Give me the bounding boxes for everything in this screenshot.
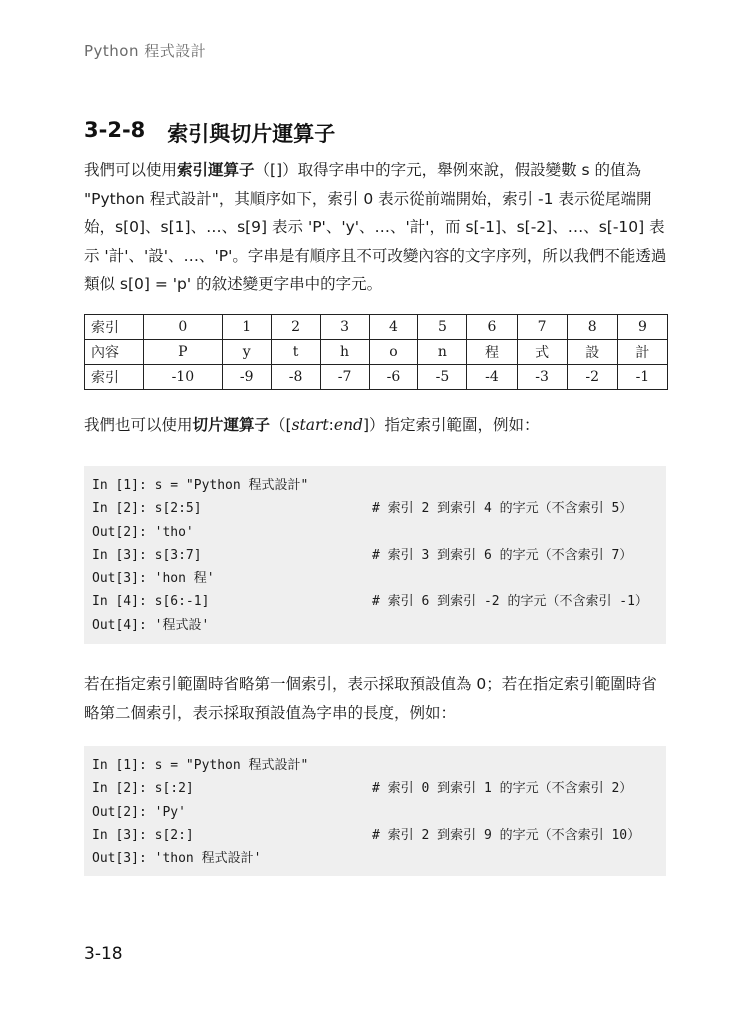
code-line xyxy=(92,801,666,824)
table-cell: 3 xyxy=(320,315,369,340)
code-text: In [1]: s = "Python 程式設計" xyxy=(92,478,309,493)
code-line xyxy=(92,824,666,847)
table-cell: 7 xyxy=(517,315,567,340)
paragraph-index-operator xyxy=(84,156,668,299)
paragraph-text: : xyxy=(328,416,334,434)
running-header: Python 程式設計 xyxy=(84,42,207,60)
code-comment: # 索引 0 到索引 1 的字元（不含索引 2） xyxy=(372,781,633,797)
table-cell: y xyxy=(222,340,271,365)
table-cell: P xyxy=(144,340,223,365)
table-cell: 5 xyxy=(418,315,467,340)
code-comment: # 索引 2 到索引 4 的字元（不含索引 5） xyxy=(372,501,633,517)
table-cell: -9 xyxy=(222,365,271,390)
code-block xyxy=(84,466,666,644)
table-row xyxy=(85,365,668,390)
code-text: In [3]: s[3:7] xyxy=(92,547,202,563)
code-line xyxy=(92,754,666,777)
index-table xyxy=(84,314,668,390)
table-cell: h xyxy=(320,340,369,365)
code-text: Out[2]: 'Py' xyxy=(92,804,186,820)
code-text: In [1]: s = "Python 程式設計" xyxy=(92,758,309,773)
italic-term: end xyxy=(333,416,363,434)
code-line xyxy=(92,777,666,800)
paragraph-text: （[]）取得字串中的字元，舉例來說，假設變數 s 的值為 "Python 程式設計"，其順序如下，索引 0 表示從前端開始，索引 -1 表示從尾端開始，s[0]、s[1]、…、s[9] 表示 'P'、'y'、…、'計'，而 s[-1]、s[-2]、…、s[-10] 表示 '計'、'設'、…、'P'。字串是有順序且不可改變內容的文字序列，所以我們不能透過類似 s[0] = 'p' 的敘述變更字串中的字元。 xyxy=(84,161,667,293)
row-header: 內容 xyxy=(85,340,144,365)
table-row xyxy=(85,315,668,340)
code-block xyxy=(84,746,666,876)
section-heading xyxy=(84,118,335,148)
code-comment: # 索引 2 到索引 9 的字元（不含索引 10） xyxy=(372,827,641,843)
code-text: Out[2]: 'tho' xyxy=(92,524,194,540)
table-cell: -10 xyxy=(144,365,223,390)
table-row xyxy=(85,340,668,365)
paragraph-text: 我們也可以使用 xyxy=(84,416,193,434)
section-number: 3-2-8 xyxy=(84,118,146,142)
paragraph-slice-operator xyxy=(84,411,668,440)
table-cell: -6 xyxy=(369,365,418,390)
table-cell: 計 xyxy=(617,340,667,365)
table-cell: o xyxy=(369,340,418,365)
table-cell: 9 xyxy=(617,315,667,340)
table-cell: -5 xyxy=(418,365,467,390)
italic-term: start xyxy=(291,416,329,434)
table-cell: -7 xyxy=(320,365,369,390)
code-text: Out[4]: '程式設' xyxy=(92,617,210,633)
code-line xyxy=(92,614,666,637)
code-line xyxy=(92,474,666,497)
table-cell: 6 xyxy=(467,315,517,340)
code-text: In [2]: s[2:5] xyxy=(92,501,202,517)
paragraph-text: （[ xyxy=(270,416,292,434)
bold-term: 切片運算子 xyxy=(192,416,271,434)
paragraph-text: ]）指定索引範圍，例如： xyxy=(362,416,540,434)
paragraph-text: 我們可以使用 xyxy=(84,161,178,179)
table-cell: 8 xyxy=(567,315,617,340)
table-cell: 式 xyxy=(517,340,567,365)
table-cell: 4 xyxy=(369,315,418,340)
table-cell: -2 xyxy=(567,365,617,390)
row-header: 索引 xyxy=(85,315,144,340)
code-line xyxy=(92,847,666,870)
table-cell: -3 xyxy=(517,365,567,390)
table-cell: 程 xyxy=(467,340,517,365)
code-line xyxy=(92,590,666,613)
table-cell: n xyxy=(418,340,467,365)
code-line xyxy=(92,521,666,544)
code-line xyxy=(92,544,666,567)
bold-term: 索引運算子 xyxy=(177,161,255,179)
code-text: In [2]: s[:2] xyxy=(92,781,194,797)
code-text: In [4]: s[6:-1] xyxy=(92,594,210,610)
code-comment: # 索引 6 到索引 -2 的字元（不含索引 -1） xyxy=(372,594,648,610)
code-line xyxy=(92,497,666,520)
table-cell: -8 xyxy=(271,365,320,390)
code-line xyxy=(92,567,666,590)
table-cell: 設 xyxy=(567,340,617,365)
code-text: In [3]: s[2:] xyxy=(92,827,194,843)
code-text: Out[3]: 'hon 程' xyxy=(92,571,215,587)
table-cell: 1 xyxy=(222,315,271,340)
table-cell: 2 xyxy=(271,315,320,340)
table-cell: 0 xyxy=(144,315,223,340)
paragraph-default-index: 若在指定索引範圍時省略第一個索引，表示採取預設值為 0；若在指定索引範圍時省略第二個索引，表示採取預設值為字串的長度，例如： xyxy=(84,675,657,722)
table-cell: t xyxy=(271,340,320,365)
row-header: 索引 xyxy=(85,365,144,390)
table-cell: -4 xyxy=(467,365,517,390)
section-title: 索引與切片運算子 xyxy=(167,122,336,146)
page-number: 3-18 xyxy=(84,944,123,964)
code-comment: # 索引 3 到索引 6 的字元（不含索引 7） xyxy=(372,547,633,563)
table-cell: -1 xyxy=(617,365,667,390)
code-text: Out[3]: 'thon 程式設計' xyxy=(92,851,262,867)
